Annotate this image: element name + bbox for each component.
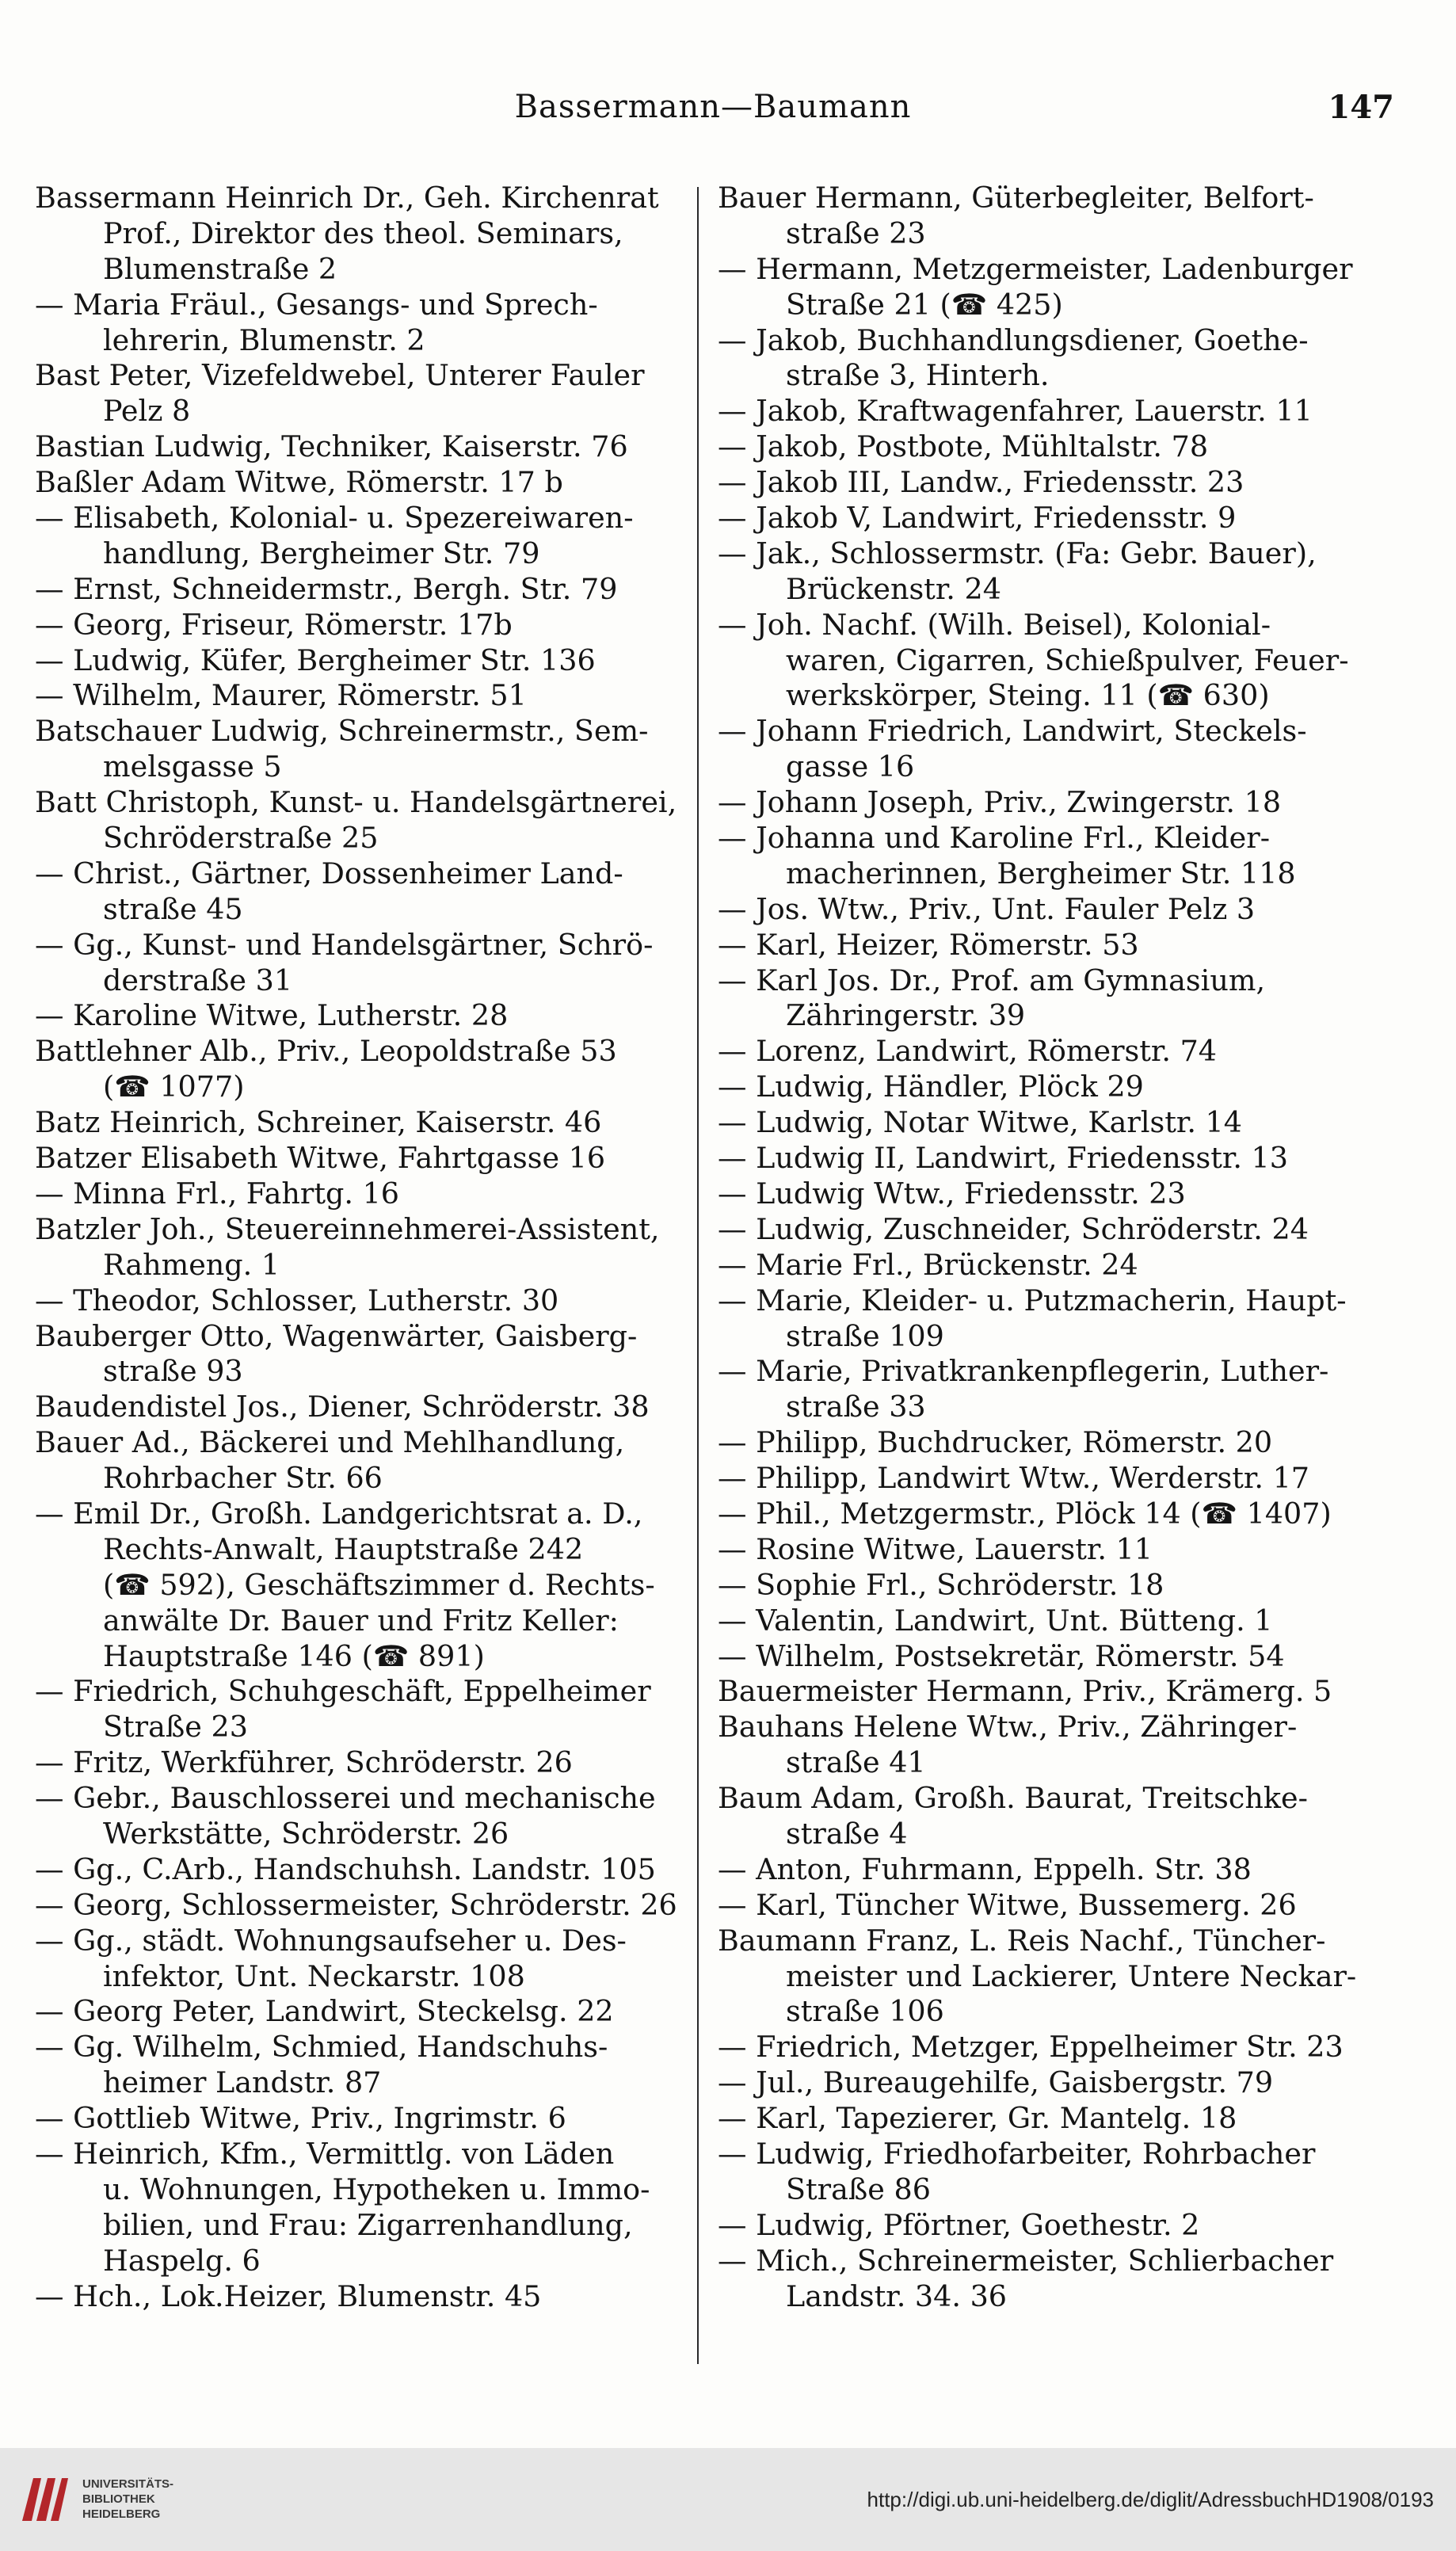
directory-line: — Karl Jos. Dr., Prof. am Gymnasium, (718, 963, 1266, 997)
directory-line: — Philipp, Landwirt Wtw., Werderstr. 17 (718, 1461, 1310, 1496)
directory-line: — Marie Frl., Brückenstr. 24 (718, 1247, 1138, 1282)
directory-line: — Karl, Tapezierer, Gr. Mantelg. 18 (718, 2101, 1237, 2136)
directory-line: — Ludwig, Friedhofarbeiter, Rohrbacher (718, 2136, 1316, 2171)
directory-line: — Philipp, Buchdrucker, Römerstr. 20 (718, 1425, 1273, 1460)
directory-line: Werkstätte, Schröderstr. 26 (103, 1816, 509, 1851)
directory-line: — Marie, Kleider- u. Putzmacherin, Haupt- (718, 1283, 1347, 1317)
directory-line: Baum Adam, Großh. Baurat, Treitschke- (718, 1781, 1308, 1816)
directory-line: — Ludwig, Händler, Plöck 29 (718, 1070, 1144, 1104)
directory-line: straße 3, Hinterh. (786, 358, 1050, 393)
directory-line: Baudendistel Jos., Diener, Schröderstr. 38 (35, 1390, 650, 1424)
directory-line: — Ernst, Schneidermstr., Bergh. Str. 79 (35, 571, 618, 606)
directory-line: Bauermeister Hermann, Priv., Krämerg. 5 (718, 1674, 1332, 1709)
directory-line: — Wilhelm, Postsekretär, Römerstr. 54 (718, 1638, 1285, 1673)
directory-line: — Gottlieb Witwe, Priv., Ingrimstr. 6 (35, 2101, 566, 2136)
directory-line: straße 109 (786, 1318, 944, 1353)
directory-line: straße 4 (786, 1816, 908, 1851)
directory-line: — Christ., Gärtner, Dossenheimer Land- (35, 856, 623, 890)
directory-line: — Heinrich, Kfm., Vermittlg. von Läden (35, 2136, 615, 2171)
directory-line: — Karl, Heizer, Römerstr. 53 (718, 927, 1139, 962)
directory-line: — Jakob, Buchhandlungsdiener, Goethe- (718, 322, 1309, 357)
directory-line: Bauer Hermann, Güterbegleiter, Belfort- (718, 181, 1314, 215)
directory-line: Batzer Elisabeth Witwe, Fahrtgasse 16 (35, 1141, 606, 1176)
page-title: Bassermann—Baumann (514, 89, 912, 125)
directory-line: Bastian Ludwig, Techniker, Kaiserstr. 76 (35, 429, 628, 464)
directory-line: — Karl, Tüncher Witwe, Bussemerg. 26 (718, 1887, 1297, 1922)
directory-line: — Ludwig, Zuschneider, Schröderstr. 24 (718, 1211, 1309, 1246)
directory-line: macherinnen, Bergheimer Str. 118 (786, 856, 1296, 890)
directory-line: — Georg Peter, Landwirt, Steckelsg. 22 (35, 1994, 614, 2029)
directory-line: — Ludwig, Notar Witwe, Karlstr. 14 (718, 1105, 1242, 1140)
directory-line: — Joh. Nachf. (Wilh. Beisel), Kolonial- (718, 607, 1271, 642)
directory-line: — Jakob V, Landwirt, Friedensstr. 9 (718, 501, 1237, 536)
directory-line: werkskörper, Steing. 11 (☎ 630) (786, 678, 1270, 713)
directory-line: — Lorenz, Landwirt, Römerstr. 74 (718, 1034, 1218, 1069)
directory-line: — Jakob, Kraftwagenfahrer, Lauerstr. 11 (718, 394, 1313, 429)
directory-line: Batz Heinrich, Schreiner, Kaiserstr. 46 (35, 1105, 602, 1140)
telephone-icon: ☎ (114, 1567, 151, 1602)
directory-line: Straße 86 (786, 2172, 931, 2206)
directory-line: Haspelg. 6 (103, 2243, 261, 2278)
telephone-icon: ☎ (1157, 678, 1195, 713)
directory-line: Bauhans Helene Wtw., Priv., Zähringer- (718, 1710, 1298, 1745)
directory-line: Zähringerstr. 39 (786, 998, 1026, 1033)
directory-line: — Ludwig Wtw., Friedensstr. 23 (718, 1176, 1186, 1211)
directory-line: Landstr. 34. 36 (786, 2278, 1008, 2313)
directory-line: derstraße 31 (103, 963, 293, 997)
directory-line: — Johann Friedrich, Landwirt, Steckels- (718, 714, 1307, 749)
directory-line: — Minna Frl., Fahrtg. 16 (35, 1176, 400, 1211)
directory-line: Straße 21 (☎ 425) (786, 287, 1063, 322)
page-number: 147 (1328, 89, 1394, 126)
directory-line: Batt Christoph, Kunst- u. Handelsgärtnerei, (35, 785, 677, 820)
directory-line: Schröderstraße 25 (103, 821, 379, 856)
directory-line: — Friedrich, Schuhgeschäft, Eppelheimer (35, 1674, 651, 1709)
directory-line: — Marie, Privatkrankenpflegerin, Luther- (718, 1354, 1329, 1389)
directory-line: (☎ 1077) (103, 1070, 245, 1104)
directory-line: Rahmeng. 1 (103, 1247, 280, 1282)
telephone-icon: ☎ (372, 1638, 410, 1673)
directory-line: — Anton, Fuhrmann, Eppelh. Str. 38 (718, 1851, 1252, 1886)
directory-line: — Rosine Witwe, Lauerstr. 11 (718, 1531, 1153, 1566)
directory-line: — Sophie Frl., Schröderstr. 18 (718, 1567, 1164, 1602)
directory-line: straße 45 (103, 891, 243, 926)
directory-line: — Georg, Friseur, Römerstr. 17b (35, 607, 513, 642)
directory-line: — Emil Dr., Großh. Landgerichtsrat a. D., (35, 1496, 643, 1531)
directory-line: — Elisabeth, Kolonial- u. Spezereiwaren- (35, 501, 634, 536)
directory-line: — Maria Fräul., Gesangs- und Sprech- (35, 287, 598, 322)
directory-line: — Ludwig II, Landwirt, Friedensstr. 13 (718, 1141, 1288, 1176)
directory-line: Bast Peter, Vizefeldwebel, Unterer Fauler (35, 358, 645, 393)
running-head (32, 89, 1394, 136)
directory-line: — Phil., Metzgermstr., Plöck 14 (☎ 1407) (718, 1496, 1332, 1531)
directory-line: Battlehner Alb., Priv., Leopoldstraße 53 (35, 1034, 617, 1069)
directory-line: — Mich., Schreinermeister, Schlierbacher (718, 2243, 1334, 2278)
directory-line: straße 106 (786, 1994, 944, 2029)
directory-line: Batzler Joh., Steuereinnehmerei-Assistent, (35, 1211, 660, 1246)
telephone-icon: ☎ (951, 287, 988, 322)
directory-line: u. Wohnungen, Hypotheken u. Immo- (103, 2172, 650, 2206)
directory-line: straße 23 (786, 215, 926, 250)
directory-line: — Wilhelm, Maurer, Römerstr. 51 (35, 678, 527, 713)
source-url[interactable]: http://digi.ub.uni-heidelberg.de/diglit/AdressbuchHD1908/0193 (867, 2488, 1434, 2511)
directory-line: — Gebr., Bauschlosserei und mechanische (35, 1781, 656, 1816)
directory-line: — Gg., städt. Wohnungsaufseher u. Des- (35, 1923, 627, 1958)
directory-line: Bassermann Heinrich Dr., Geh. Kirchenrat (35, 181, 659, 215)
directory-line: Prof., Direktor des theol. Seminars, (103, 215, 623, 250)
university-library-logo (17, 2472, 73, 2527)
directory-line: — Gg., C.Arb., Handschuhsh. Landstr. 105 (35, 1851, 656, 1886)
directory-line: — Friedrich, Metzger, Eppelheimer Str. 23 (718, 2030, 1344, 2065)
directory-line: melsgasse 5 (103, 749, 282, 784)
column-divider (697, 187, 699, 2364)
directory-line: Baßler Adam Witwe, Römerstr. 17 b (35, 465, 563, 500)
directory-line: — Jak., Schlossermstr. (Fa: Gebr. Bauer), (718, 536, 1317, 570)
directory-line: — Theodor, Schlosser, Lutherstr. 30 (35, 1283, 559, 1317)
directory-line: bilien, und Frau: Zigarrenhandlung, (103, 2207, 633, 2242)
left-column (35, 181, 702, 2314)
directory-line: handlung, Bergheimer Str. 79 (103, 536, 540, 570)
directory-line: gasse 16 (786, 749, 915, 784)
directory-line: Pelz 8 (103, 394, 191, 429)
directory-line: meister und Lackierer, Untere Neckar- (786, 1958, 1357, 1993)
directory-line: — Valentin, Landwirt, Unt. Bütteng. 1 (718, 1603, 1273, 1638)
directory-line: — Gg. Wilhelm, Schmied, Handschuhs- (35, 2030, 608, 2065)
library-name: UNIVERSITÄTS- BIBLIOTHEK HEIDELBERG (82, 2477, 174, 2521)
directory-line: Straße 23 (103, 1710, 248, 1745)
directory-line: heimer Landstr. 87 (103, 2065, 382, 2100)
directory-line: — Fritz, Werkführer, Schröderstr. 26 (35, 1745, 573, 1780)
directory-line: anwälte Dr. Bauer und Fritz Keller: (103, 1603, 619, 1638)
directory-line: Bauberger Otto, Wagenwärter, Gaisberg- (35, 1318, 638, 1353)
directory-line: straße 33 (786, 1390, 926, 1424)
directory-line: Rohrbacher Str. 66 (103, 1461, 383, 1496)
directory-line: Hauptstraße 146 (☎ 891) (103, 1638, 485, 1673)
directory-line: Batschauer Ludwig, Schreinermstr., Sem- (35, 714, 649, 749)
footer-bar (0, 2448, 1456, 2551)
directory-line: Bauer Ad., Bäckerei und Mehlhandlung, (35, 1425, 625, 1460)
right-column (718, 181, 1383, 2314)
directory-line: waren, Cigarren, Schießpulver, Feuer- (786, 643, 1349, 677)
directory-line: infektor, Unt. Neckarstr. 108 (103, 1958, 525, 1993)
telephone-icon: ☎ (1201, 1496, 1237, 1531)
directory-line: — Jul., Bureaugehilfe, Gaisbergstr. 79 (718, 2065, 1274, 2100)
directory-line: — Ludwig, Küfer, Bergheimer Str. 136 (35, 643, 596, 677)
directory-line: straße 41 (786, 1745, 926, 1780)
directory-line: — Ludwig, Pförtner, Goethestr. 2 (718, 2207, 1200, 2242)
directory-line: — Johanna und Karoline Frl., Kleider- (718, 821, 1271, 856)
directory-line: — Johann Joseph, Priv., Zwingerstr. 18 (718, 785, 1282, 820)
directory-line: Baumann Franz, L. Reis Nachf., Tüncher- (718, 1923, 1326, 1958)
directory-line: — Jos. Wtw., Priv., Unt. Fauler Pelz 3 (718, 891, 1256, 926)
directory-line: — Karoline Witwe, Lutherstr. 28 (35, 998, 509, 1033)
directory-line: straße 93 (103, 1354, 243, 1389)
directory-line: — Georg, Schlossermeister, Schröderstr. 26 (35, 1887, 677, 1922)
directory-line: — Hermann, Metzgermeister, Ladenburger (718, 251, 1353, 286)
directory-line: Rechts-Anwalt, Hauptstraße 242 (103, 1531, 584, 1566)
directory-line: — Gg., Kunst- und Handelsgärtner, Schrö- (35, 927, 654, 962)
directory-line: — Jakob III, Landw., Friedensstr. 23 (718, 465, 1244, 500)
directory-line: Blumenstraße 2 (103, 251, 337, 286)
telephone-icon: ☎ (114, 1070, 151, 1104)
directory-line: — Jakob, Postbote, Mühltalstr. 78 (718, 429, 1209, 464)
directory-line: lehrerin, Blumenstr. 2 (103, 322, 425, 357)
directory-line: — Hch., Lok.Heizer, Blumenstr. 45 (35, 2278, 542, 2313)
directory-line: (☎ 592), Geschäftszimmer d. Rechts- (103, 1567, 655, 1602)
directory-line: Brückenstr. 24 (786, 571, 1001, 606)
